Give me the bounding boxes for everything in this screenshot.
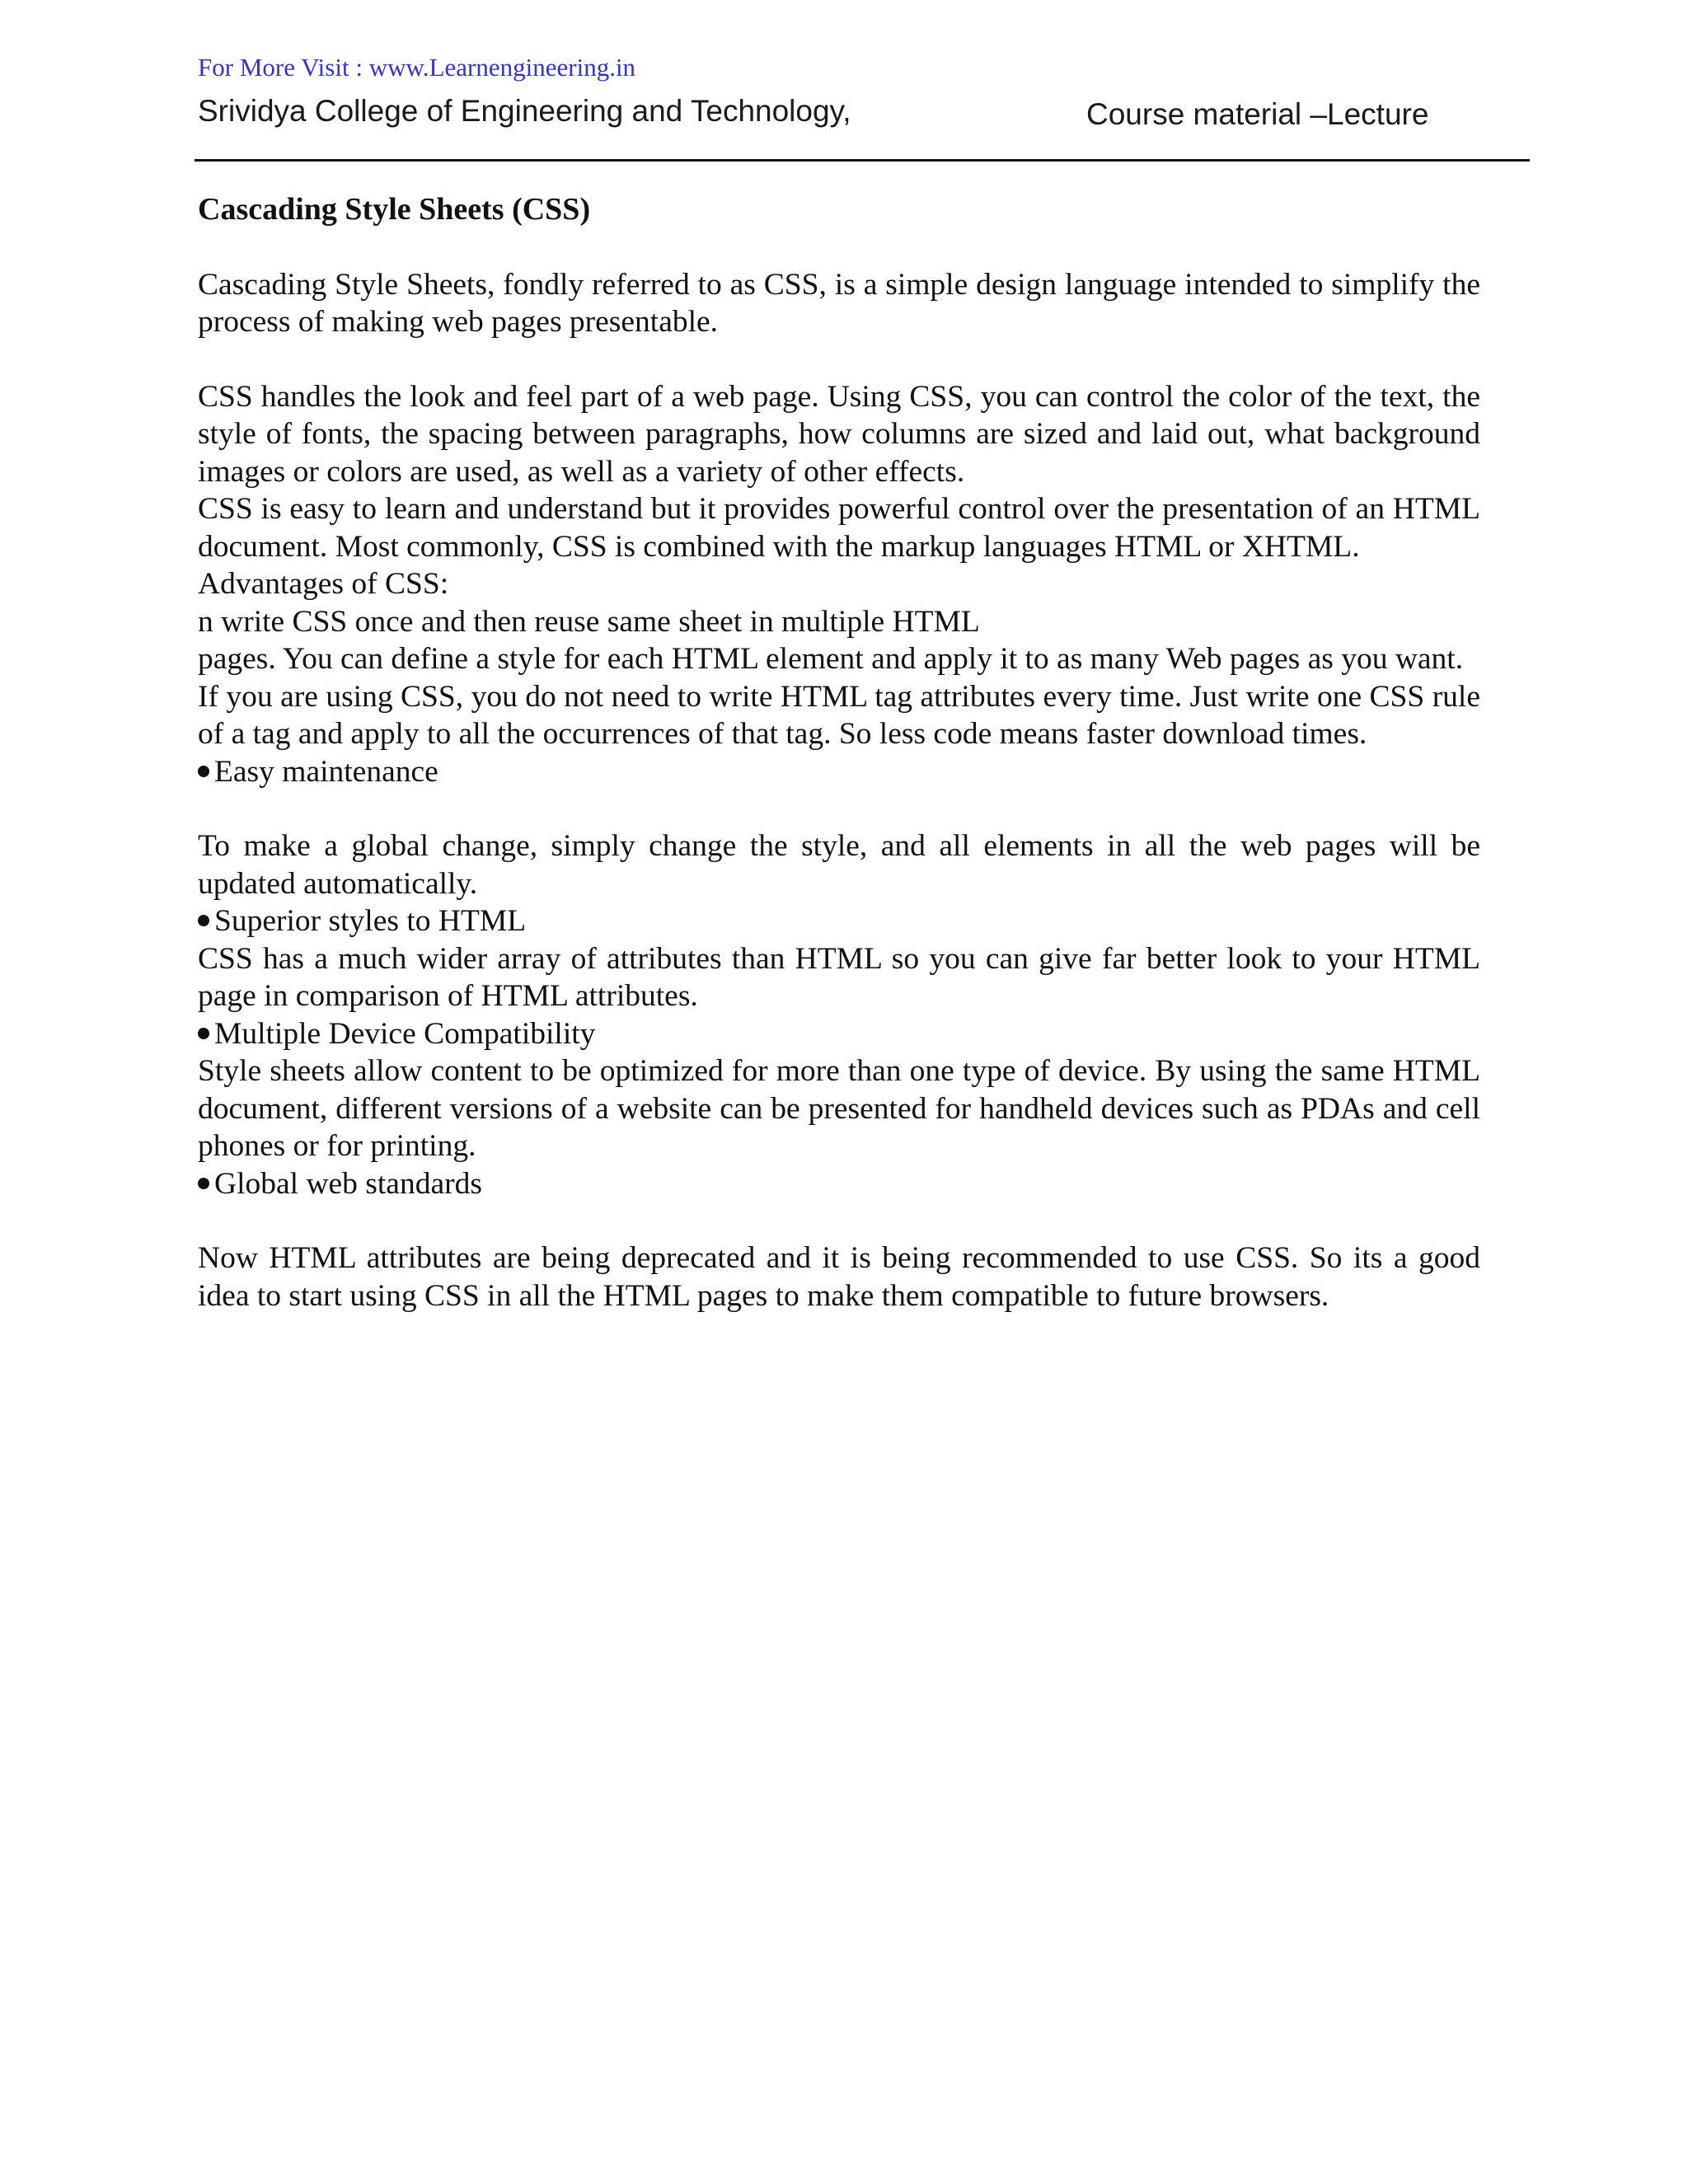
paragraph-global-change: To make a global change, simply change the style, and all elements in all the web pages will be updated automatically. <box>198 829 1480 901</box>
bullet-web-standards <box>198 1165 1480 1203</box>
spacer <box>198 341 1480 378</box>
bullet-icon <box>198 1178 209 1189</box>
bullet-superior-styles <box>198 902 1480 940</box>
paragraph-easy-to-learn: CSS is easy to learn and understand but it provides powerful control over the presentation of an HTML document. Most commonly, CSS is combined with the markup languages HTML or XHTML. <box>198 492 1480 564</box>
advantages-line-2: pages. You can define a style for each HTML element and apply it to as many Web pages as you want. <box>198 642 1464 676</box>
paragraph-wider-attributes: CSS has a much wider array of attributes than HTML so you can give far better look to your HTML page in comparison of HTML attributes. <box>198 941 1480 1013</box>
paragraph-deprecated-attributes: Now HTML attributes are being deprecated and it is being recommended to use CSS. So its a good idea to start using CSS in all the HTML pages to make them compatible to future browsers. <box>198 1241 1480 1313</box>
spacer <box>198 1202 1480 1240</box>
paragraph-look-and-feel: CSS handles the look and feel part of a web page. Using CSS, you can control the color of the text, the style of fonts, the spacing between paragraphs, how columns are sized and laid out, what background images or colors are used, as well as a variety of other effects. <box>198 379 1480 489</box>
advantages-heading: Advantages of CSS: <box>198 567 449 601</box>
bullet-label: Superior styles to HTML <box>214 904 527 938</box>
bullet-icon <box>198 1028 209 1039</box>
paragraph-tag-attributes: If you are using CSS, you do not need to write HTML tag attributes every time. Just write one CSS rule of a tag and apply to all the occurrences of that tag. So less code means faster download times. <box>198 679 1480 751</box>
bullet-device-compatibility <box>198 1015 1480 1053</box>
advantages-line-1: n write CSS once and then reuse same sheet in multiple HTML <box>198 604 980 639</box>
bullet-icon <box>198 915 209 926</box>
header-divider <box>195 159 1530 162</box>
course-material-label: Course material –Lecture <box>1086 97 1429 131</box>
intro-paragraph: Cascading Style Sheets, fondly referred to as CSS, is a simple design language intended to simplify the process of making web pages presentable. <box>198 267 1480 339</box>
spacer <box>198 790 1480 827</box>
bullet-easy-maintenance <box>198 753 1480 791</box>
bullet-label: Multiple Device Compatibility <box>214 1016 596 1051</box>
paragraph-optimized-devices: Style sheets allow content to be optimized for more than one type of device. By using the same HTML document, different versions of a website can be presented for handheld devices such as PDAs and cell phones or for printing. <box>198 1054 1480 1163</box>
spacer <box>198 229 1480 266</box>
bullet-label: Easy maintenance <box>214 754 438 789</box>
visit-link[interactable]: For More Visit : www.Learnengineering.in <box>198 53 636 82</box>
bullet-icon <box>198 766 209 777</box>
document-body <box>198 191 1480 1315</box>
document-title: Cascading Style Sheets (CSS) <box>198 192 591 227</box>
college-name: Srividya College of Engineering and Technology, <box>198 94 851 128</box>
bullet-label: Global web standards <box>214 1166 482 1201</box>
